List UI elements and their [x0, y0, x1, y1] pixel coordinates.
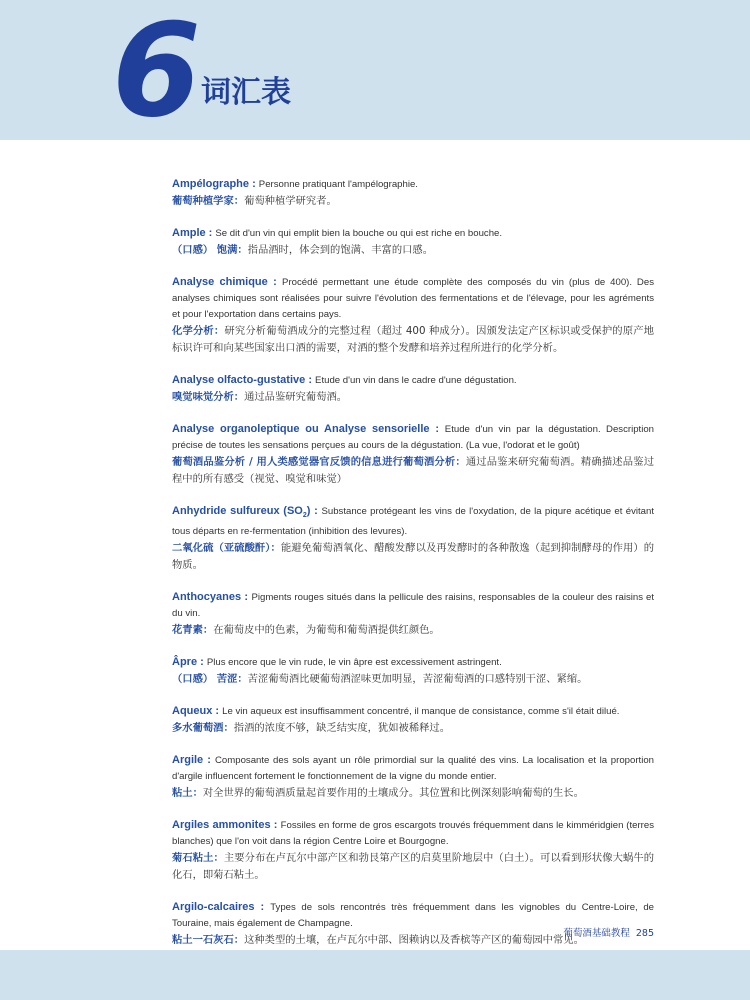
- definition-french: Personne pratiquant l'ampélographie.: [258, 179, 418, 190]
- term-chinese: 葡萄种植学家: [172, 195, 234, 207]
- term-french: Ampélographe: [172, 178, 250, 190]
- term-separator: :: [203, 753, 215, 766]
- glossary-entry: [172, 703, 654, 737]
- term-chinese: 嗅觉味觉分析: [172, 391, 234, 403]
- entry-french: [172, 817, 654, 850]
- term-separator: :: [212, 704, 223, 717]
- term-separator: :: [254, 900, 271, 913]
- term-subscript: 2: [302, 511, 307, 519]
- entry-french: [172, 589, 654, 622]
- definition-chinese: 指品酒时，体会到的饱满、丰富的口感。: [247, 244, 434, 256]
- definition-chinese: 主要分布在卢瓦尔中部产区和勃艮第产区的启莫里阶地层中（白土）。可以看到形状像大蜗牛的化石，即菊石粘土。: [172, 851, 655, 881]
- definition-french: Substance protégeant les vins de l'oxydation, de la piqure acétique et évitant tous départs en re-fermentation (inhibition des levures).: [172, 506, 654, 537]
- entry-chinese: [172, 540, 654, 574]
- term-separator: :: [197, 655, 207, 668]
- definition-french: Etude d'un vin par la dégustation. Description précise de toutes les sensations perçues au cours de la dégustation. (La vue, l'odorat et le goût): [172, 424, 655, 451]
- definition-chinese: 葡萄种植学研究者。: [244, 195, 337, 207]
- entry-chinese: [172, 622, 654, 639]
- definition-french: Fossiles en forme de gros escargots trouvés fréquemment dans le kimméridgien (terres blanches) que l'on voit dans la région Centre Loire et Bourgogne.: [172, 819, 654, 847]
- term-separator: ：: [455, 456, 466, 468]
- term-french: Analyse olfacto-gustative: [172, 374, 306, 386]
- glossary-entry: [172, 225, 654, 259]
- term-chinese: 化学分析: [172, 325, 214, 337]
- definition-french: Se dit d'un vin qui emplit bien la bouche ou qui est riche en bouche.: [215, 228, 503, 239]
- entry-chinese: [172, 454, 654, 488]
- definition-french: Plus encore que le vin rude, le vin âpre est excessivement astringent.: [206, 656, 502, 668]
- entry-french: [172, 703, 654, 720]
- glossary-entry: [172, 752, 654, 802]
- term-separator: :: [205, 227, 216, 239]
- glossary-entry: [172, 589, 654, 639]
- term-separator: :: [310, 505, 322, 517]
- definition-french: Etude d'un vin dans le cadre d'une dégustation.: [315, 375, 517, 386]
- entry-french: [172, 752, 654, 785]
- entry-french: [172, 421, 654, 454]
- term-french: Anthocyanes: [172, 590, 242, 603]
- entry-french: [172, 503, 654, 540]
- entry-chinese: [172, 193, 654, 210]
- entry-french: [172, 225, 654, 242]
- term-separator: ：: [192, 786, 203, 799]
- term-chinese: 葡萄酒品鉴分析 / 用人类感觉器官反馈的信息进行葡萄酒分析: [172, 456, 456, 468]
- term-separator: ：: [237, 672, 248, 685]
- definition-chinese: 指酒的浓度不够，缺乏结实度，犹如被稀释过。: [233, 721, 451, 734]
- term-french: Anhydride sulfureux (SO: [172, 505, 303, 517]
- definition-chinese: 这种类型的土壤，在卢瓦尔中部、图赖讷以及香槟等产区的葡萄园中常见。: [244, 933, 584, 946]
- term-separator: ：: [213, 325, 225, 337]
- term-chinese: （口感） 苦涩: [172, 672, 238, 685]
- definition-chinese: 在葡萄皮中的色素，为葡萄和葡萄酒提供红颜色。: [213, 623, 440, 636]
- page-number: 285: [635, 928, 654, 939]
- book-title: 葡萄酒基础教程: [563, 928, 630, 939]
- term-separator: ：: [213, 851, 224, 864]
- definition-french: Pigments rouges situés dans la pellicule des raisins, responsables de la couleur des raisins et du vin.: [172, 591, 654, 619]
- term-separator: ：: [223, 721, 234, 734]
- glossary-entry: [172, 176, 654, 210]
- chapter-title: 词汇表: [201, 75, 291, 110]
- glossary-entry: [172, 654, 654, 688]
- term-chinese: 粘土: [172, 786, 193, 799]
- glossary-entry: [172, 899, 654, 949]
- definition-french: Procédé permettant une étude complète des composés du vin (plus de 400). Des analyses chimiques sont réalisées pour suivre l'évolution des fermentations et de l'élevage, pour les agréments et pour l'exportation dans certains pays.: [172, 277, 654, 320]
- definition-chinese: 研究分析葡萄酒成分的完整过程（超过 400 种成分）。因颁发法定产区标识或受保护的原产地标识许可和向某些国家出口酒的需要，对酒的整个发酵和培养过程所进行的化学分析。: [172, 325, 655, 354]
- term-french: Analyse organoleptique ou Analyse sensorielle: [172, 423, 430, 435]
- term-separator: :: [270, 818, 281, 831]
- entry-french: [172, 654, 654, 671]
- entry-chinese: [172, 242, 654, 259]
- entry-chinese: [172, 850, 654, 884]
- glossary-entry: [172, 817, 654, 884]
- term-separator: ：: [270, 541, 281, 554]
- definition-chinese: 苦涩葡萄酒比硬葡萄酒涩味更加明显，苦涩葡萄酒的口感特别干涩、紧缩。: [247, 672, 588, 685]
- term-chinese: 粘土一石灰石: [172, 933, 234, 946]
- term-separator: ：: [237, 244, 248, 256]
- term-french: Argile: [172, 753, 204, 766]
- glossary-list: [172, 176, 654, 964]
- entry-french: [172, 176, 654, 193]
- definition-chinese: 能避免葡萄酒氧化、醋酸发酵以及再发酵时的各种散逸（起到抑制酵母的作用）的物质。: [172, 541, 655, 571]
- glossary-entry: [172, 421, 654, 488]
- term-french: Ample: [172, 227, 206, 239]
- term-chinese: （口感） 饱满: [172, 244, 238, 256]
- entry-chinese: [172, 671, 654, 688]
- term-separator: ：: [233, 391, 245, 403]
- definition-chinese: 通过品鉴研究葡萄酒。: [244, 391, 348, 403]
- term-separator: ：: [233, 195, 245, 207]
- term-french: Argiles ammonites: [172, 818, 271, 831]
- term-french-close: ): [306, 505, 311, 517]
- term-separator: :: [305, 374, 316, 386]
- term-french: Aqueux: [172, 704, 213, 717]
- definition-french: Composante des sols ayant un rôle primordial sur la qualité des vins. La localisation et la proportion d'argile influencent fortement le fonctionnement de la vigne du monde entier.: [172, 754, 654, 782]
- page-footer: [563, 925, 654, 939]
- definition-chinese: 对全世界的葡萄酒质量起首要作用的土壤成分。其位置和比例深刻影响葡萄的生长。: [202, 786, 584, 799]
- glossary-entry: [172, 503, 654, 574]
- term-french: Analyse chimique: [172, 276, 268, 288]
- term-separator: :: [267, 276, 283, 288]
- entry-chinese: [172, 323, 654, 357]
- entry-chinese: [172, 720, 654, 737]
- definition-french: Le vin aqueux est insuffisamment concentré, il manque de consistance, comme s'il était dilué.: [222, 705, 620, 717]
- term-chinese: 二氧化硫（亚硫酸酐）: [172, 541, 271, 554]
- term-chinese: 多水葡萄酒: [172, 721, 224, 734]
- term-separator: :: [249, 178, 259, 190]
- term-chinese: 花青素: [172, 623, 203, 636]
- glossary-entry: [172, 372, 654, 406]
- glossary-entry: [172, 274, 654, 357]
- term-french: Argilo-calcaires: [172, 900, 255, 913]
- entry-french: [172, 372, 654, 389]
- term-separator: ：: [233, 933, 245, 946]
- term-separator: :: [429, 423, 445, 435]
- term-separator: ：: [202, 623, 214, 636]
- chapter-header-band: [0, 0, 750, 146]
- term-chinese: 菊石粘土: [172, 851, 214, 864]
- footer-band: [0, 950, 750, 1000]
- entry-chinese: [172, 785, 654, 802]
- definition-french: Types de sols rencontrés très fréquemment dans les vignobles du Centre-Loire, de Touraine, mais également de Champagne.: [172, 901, 654, 929]
- entry-chinese: [172, 389, 654, 406]
- chapter-number: 6: [112, 0, 198, 146]
- definition-chinese: 通过品鉴来研究葡萄酒。精确描述品鉴过程中的所有感受（视觉、嗅觉和味觉）: [172, 456, 655, 485]
- term-french: Âpre: [172, 655, 198, 668]
- term-separator: :: [241, 590, 252, 603]
- entry-french: [172, 274, 654, 323]
